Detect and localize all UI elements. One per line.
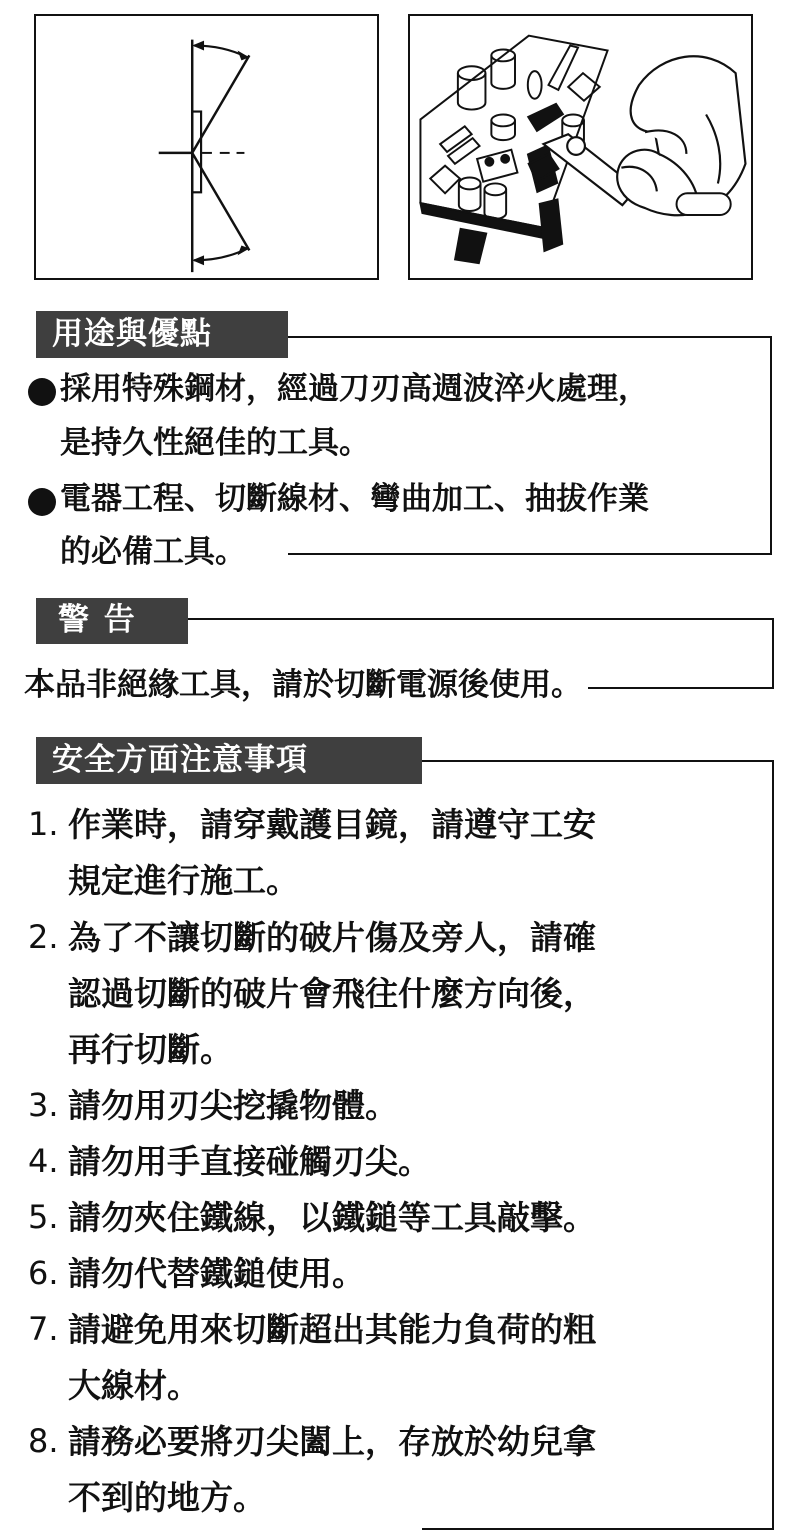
- bullet-icon: [28, 488, 56, 516]
- safety-item-4-line1: 請勿用手直接碰觸刃尖。: [68, 1142, 431, 1181]
- uses-item-2-line1: 電器工程、切斷線材、彎曲加工、抽拔作業: [60, 481, 649, 517]
- safety-item-3-number: 3.: [28, 1086, 59, 1124]
- warning-text: 本品非絕緣工具，請於切斷電源後使用。: [24, 670, 588, 701]
- safety-item-2-number: 2.: [28, 918, 59, 956]
- safety-item-2-line2: 認過切斷的破片會飛往什麼方向後，: [68, 974, 596, 1013]
- angle-diagram-svg: [36, 16, 377, 278]
- uses-item-1-line2: 是持久性絕佳的工具。: [60, 425, 370, 461]
- safety-item-7-line2: 大線材。: [68, 1366, 200, 1405]
- uses-section-title: 用途與優點: [36, 311, 288, 358]
- safety-item-4-number: 4.: [28, 1142, 59, 1180]
- safety-item-5-line1: 請勿夾住鐵線，以鐵鎚等工具敲擊。: [68, 1198, 596, 1237]
- safety-frame: [422, 760, 774, 1530]
- safety-section-title: 安全方面注意事項: [36, 737, 422, 784]
- bullet-icon: [28, 378, 56, 406]
- safety-item-7-number: 7.: [28, 1310, 59, 1348]
- safety-item-2-line3: 再行切斷。: [68, 1030, 233, 1069]
- safety-item-6-number: 6.: [28, 1254, 59, 1292]
- safety-item-2-line1: 為了不讓切斷的破片傷及旁人，請確: [68, 918, 596, 957]
- safety-item-8-line1: 請務必要將刃尖闔上，存放於幼兒拿: [68, 1422, 596, 1461]
- safety-item-1-number: 1.: [28, 805, 59, 843]
- uses-item-1-line1: 採用特殊鋼材，經過刀刃高週波淬火處理，: [60, 371, 649, 407]
- safety-item-1-line1: 作業時，請穿戴護目鏡，請遵守工安: [68, 805, 596, 844]
- tool-usage-illustration: [408, 14, 753, 280]
- safety-item-5-number: 5.: [28, 1198, 59, 1236]
- safety-item-8-line2: 不到的地方。: [68, 1481, 276, 1514]
- safety-item-1-line2: 規定進行施工。: [68, 861, 299, 900]
- safety-item-7-line1: 請避免用來切斷超出其能力負荷的粗: [68, 1310, 596, 1349]
- warning-section-title: 警 告: [36, 598, 188, 644]
- hand-holding-plier-svg: [410, 16, 751, 278]
- cutting-angle-diagram: [34, 14, 379, 280]
- safety-item-6-line1: 請勿代替鐵鎚使用。: [68, 1254, 365, 1293]
- safety-item-3-line1: 請勿用刃尖挖撬物體。: [68, 1086, 398, 1125]
- safety-item-8-number: 8.: [28, 1422, 59, 1460]
- uses-item-2-line2: 的必備工具。: [60, 537, 252, 568]
